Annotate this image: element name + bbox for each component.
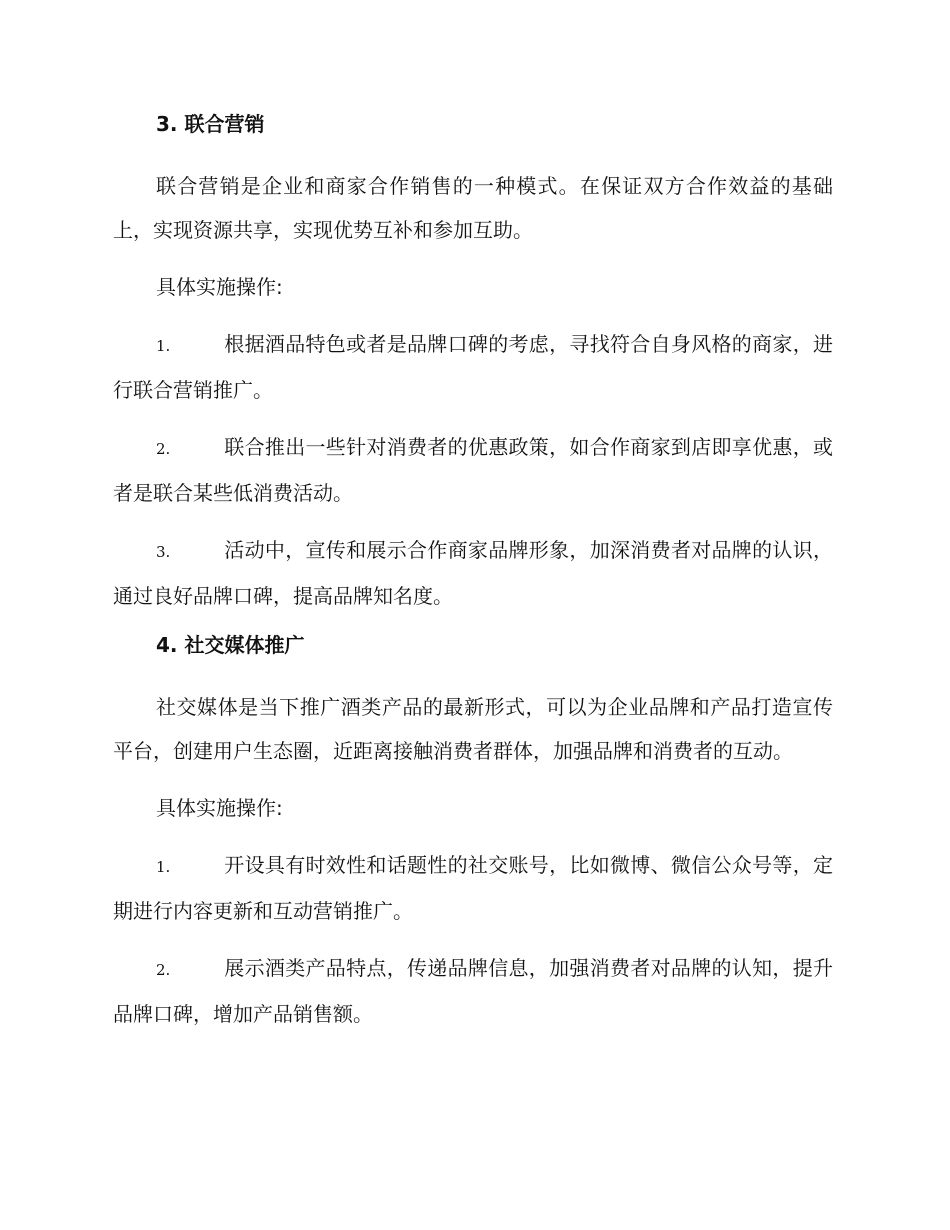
section-3-heading: 3. 联合营销: [156, 112, 265, 136]
list-number: 3.: [156, 543, 171, 561]
list-item-text: 展示酒类产品特点，传递品牌信息，加强消费者对品牌的认知，提升品牌口碑，增加产品销售额。: [113, 956, 833, 1026]
list-number: 2.: [156, 961, 171, 979]
section-4-intro: 社交媒体是当下推广酒类产品的最新形式，可以为企业品牌和产品打造宣传平台，创建用户生态圈，近距离接触消费者群体，加强品牌和消费者的互动。: [113, 695, 833, 763]
section-3-item-1: [113, 322, 833, 412]
section-4-item-2: [113, 946, 833, 1036]
section-4-ops-label: 具体实施操作:: [156, 796, 283, 820]
list-number: 1.: [156, 337, 171, 355]
list-item-text: 根据酒品特色或者是品牌口碑的考虑，寻找符合自身风格的商家，进行联合营销推广。: [113, 332, 833, 402]
list-number: 1.: [156, 858, 171, 876]
list-item-text: 开设具有时效性和话题性的社交账号，比如微博、微信公众号等，定期进行内容更新和互动营销推广。: [113, 853, 833, 923]
section-4-heading: 4. 社交媒体推广: [156, 633, 305, 657]
document-content: [113, 110, 833, 1049]
section-3-item-2: [113, 425, 833, 515]
list-number: 2.: [156, 440, 171, 458]
list-item-text: 活动中，宣传和展示合作商家品牌形象，加深消费者对品牌的认识，通过良好品牌口碑，提高品牌知名度。: [113, 538, 833, 608]
list-item-text: 联合推出一些针对消费者的优惠政策，如合作商家到店即享优惠，或者是联合某些低消费活动。: [113, 435, 833, 505]
section-3-ops-label: 具体实施操作:: [156, 275, 283, 299]
section-3-intro: 联合营销是企业和商家合作销售的一种模式。在保证双方合作效益的基础上，实现资源共享，实现优势互补和参加互助。: [113, 174, 833, 242]
section-3-item-3: [113, 528, 833, 618]
section-4-item-1: [113, 843, 833, 933]
